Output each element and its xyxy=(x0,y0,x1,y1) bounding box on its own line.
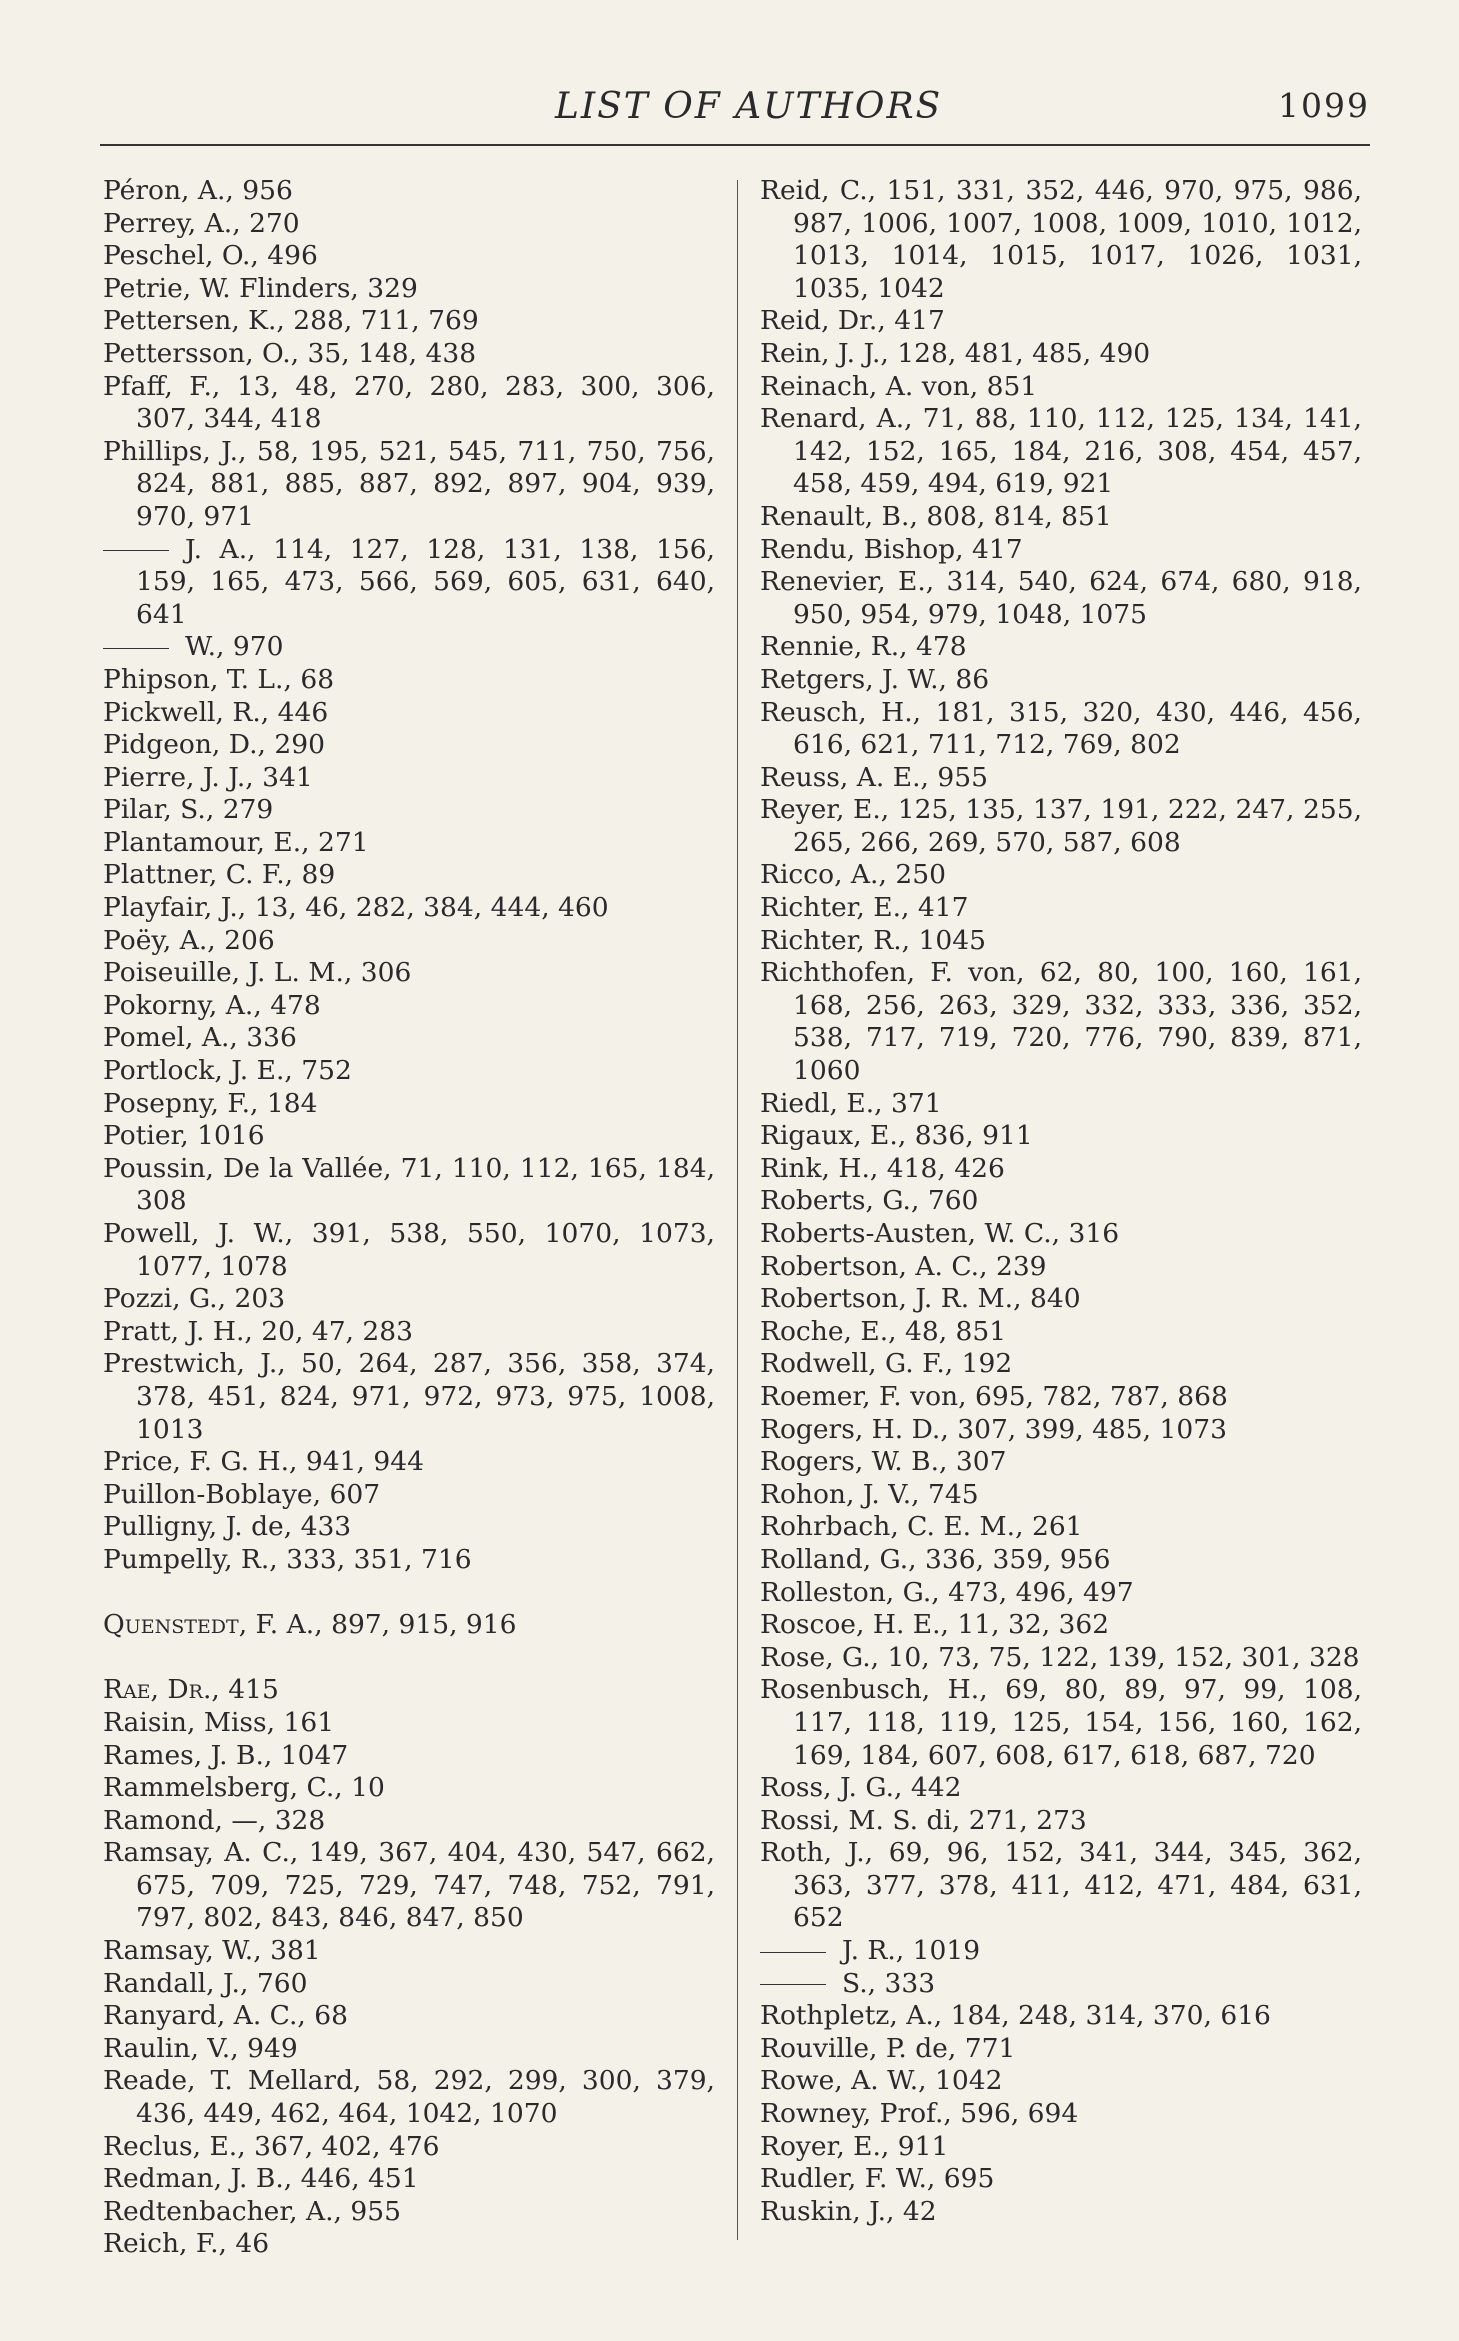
author-entry: Portlock, J. E., 752 xyxy=(103,1055,352,1087)
author-entry: Rowe, A. W., 1042 xyxy=(760,2065,1003,2097)
author-entry: Pumpelly, R., 333, 351, 716 xyxy=(103,1543,472,1575)
author-entry: Renard, A., 71, 88, 110, 112, 125, 134, 141, 142, 152, 165, 184, 216, 308, 454, 457, 458, 459, 494, 619, 921 xyxy=(760,403,1362,500)
ditto-dash xyxy=(760,1984,826,1985)
author-entry: Pettersson, O., 35, 148, 438 xyxy=(103,337,477,369)
author-entry: Reyer, E., 125, 135, 137, 191, 222, 247, 255, 265, 266, 269, 570, 587, 608 xyxy=(760,794,1362,858)
author-entry: Poëy, A., 206 xyxy=(103,924,275,956)
author-entry: Pratt, J. H., 20, 47, 283 xyxy=(103,1315,413,1347)
author-entry: Ricco, A., 250 xyxy=(760,859,946,891)
author-entry: Rodwell, G. F., 192 xyxy=(760,1348,1013,1380)
author-entry: Reclus, E., 367, 402, 476 xyxy=(103,2130,440,2162)
author-entry: Roth, J., 69, 96, 152, 341, 344, 345, 362, 363, 377, 378, 411, 412, 471, 484, 631, 652 xyxy=(760,1837,1362,1934)
author-entry: Reuss, A. E., 955 xyxy=(760,761,988,793)
author-entry: Rohon, J. V., 745 xyxy=(760,1478,979,1510)
author-entry: Ruskin, J., 42 xyxy=(760,2195,937,2227)
header-rule xyxy=(100,144,1370,146)
author-entry: Rudler, F. W., 695 xyxy=(760,2163,995,2195)
author-entry: Roberts, G., 760 xyxy=(760,1185,979,1217)
author-entry-continued: J. R., 1019 xyxy=(760,1935,1362,1968)
author-entry: Roscoe, H. E., 11, 32, 362 xyxy=(760,1609,1110,1641)
author-entry: Péron, A., 956 xyxy=(103,175,293,206)
author-entry: Rennie, R., 478 xyxy=(760,631,967,663)
column-divider xyxy=(737,180,738,2240)
author-entry: Phillips, J., 58, 195, 521, 545, 711, 750, 756, 824, 881, 885, 887, 892, 897, 904, 939, 970, 971 xyxy=(103,435,715,532)
author-entry: Rames, J. B., 1047 xyxy=(103,1739,349,1771)
author-entry: Petrie, W. Flinders, 329 xyxy=(103,272,418,304)
author-entry: Randall, J., 760 xyxy=(103,1967,308,1999)
author-entry: Rohrbach, C. E. M., 261 xyxy=(760,1511,1083,1543)
ditto-dash xyxy=(103,648,169,649)
author-entry-continued: S., 333 xyxy=(760,1968,1362,2001)
author-entry: Rothpletz, A., 184, 248, 314, 370, 616 xyxy=(760,2000,1271,2032)
author-entry: Pfaff, F., 13, 48, 270, 280, 283, 300, 306, 307, 344, 418 xyxy=(103,370,715,435)
author-entry: Peschel, O., 496 xyxy=(103,240,318,272)
author-entry: Ross, J. G., 442 xyxy=(760,1772,962,1804)
author-entry: Rosenbusch, H., 69, 80, 89, 97, 99, 108, 117, 118, 119, 125, 154, 156, 160, 162, 169, 184, 607, 608, 617, 618, 687, 720 xyxy=(760,1674,1362,1771)
author-entry: Reusch, H., 181, 315, 320, 430, 446, 456, 616, 621, 711, 712, 769, 802 xyxy=(760,696,1362,761)
author-entry: Rouville, P. de, 771 xyxy=(760,2032,1016,2064)
author-entry: Rose, G., 10, 73, 75, 122, 139, 152, 301, 328 xyxy=(760,1641,1360,1673)
author-entry: Phipson, T. L., 68 xyxy=(103,663,335,695)
ditto-dash xyxy=(760,1952,826,1953)
author-entry: Poiseuille, J. L. M., 306 xyxy=(103,957,412,989)
author-entry: Reade, T. Mellard, 58, 292, 299, 300, 379, 436, 449, 462, 464, 1042, 1070 xyxy=(103,2065,715,2130)
author-entry-continued: W., 970 xyxy=(103,631,715,664)
author-entry: Pierre, J. J., 341 xyxy=(103,761,313,793)
author-entry: Rossi, M. S. di, 271, 273 xyxy=(760,1804,1087,1836)
author-entry: Pettersen, K., 288, 711, 769 xyxy=(103,305,479,337)
author-entry: Rein, J. J., 128, 481, 485, 490 xyxy=(760,337,1151,369)
author-entry: Rendu, Bishop, 417 xyxy=(760,533,1023,565)
author-entry: Powell, J. W., 391, 538, 550, 1070, 1073, 1077, 1078 xyxy=(103,1218,715,1282)
author-entry: Ramsay, W., 381 xyxy=(103,1935,321,1967)
author-entry: Rae, Dr., 415 xyxy=(103,1674,279,1706)
author-entry: Ranyard, A. C., 68 xyxy=(103,2000,349,2032)
author-entry: Pozzi, G., 203 xyxy=(103,1283,286,1315)
ditto-dash xyxy=(103,550,169,551)
author-entry: Rolland, G., 336, 359, 956 xyxy=(760,1543,1111,1575)
author-entry: Ramond, —, 328 xyxy=(103,1804,326,1836)
author-entry: Rammelsberg, C., 10 xyxy=(103,1772,385,1804)
author-entry: Reinach, A. von, 851 xyxy=(760,370,1038,402)
author-entry: Potier, 1016 xyxy=(103,1120,265,1152)
author-entry: Roche, E., 48, 851 xyxy=(760,1315,1007,1347)
author-entry: Renevier, E., 314, 540, 624, 674, 680, 918, 950, 954, 979, 1048, 1075 xyxy=(760,566,1362,630)
author-entry: Rogers, W. B., 307 xyxy=(760,1446,1007,1478)
author-entry: Perrey, A., 270 xyxy=(103,207,300,239)
author-entry: Puillon-Boblaye, 607 xyxy=(103,1478,381,1510)
author-entry: Rigaux, E., 836, 911 xyxy=(760,1120,1033,1152)
author-entry: Rolleston, G., 473, 496, 497 xyxy=(760,1576,1134,1608)
page-header xyxy=(100,78,1370,128)
author-entry: Reid, C., 151, 331, 352, 446, 970, 975, 986, 987, 1006, 1007, 1008, 1009, 1010, 1012, 1013, 1014, 1015, 1017, 1026, 1031, 1035, 1042 xyxy=(760,175,1362,304)
author-entry: Poussin, De la Vallée, 71, 110, 112, 165, 184, 308 xyxy=(103,1152,715,1217)
author-entry: Reich, F., 46 xyxy=(103,2228,270,2260)
author-entry: Prestwich, J., 50, 264, 287, 356, 358, 374, 378, 451, 824, 971, 972, 973, 975, 1008, 1013 xyxy=(103,1348,715,1445)
author-entry: Richter, E., 417 xyxy=(760,892,969,924)
author-entry: Rogers, H. D., 307, 399, 485, 1073 xyxy=(760,1413,1227,1445)
author-entry: Retgers, J. W., 86 xyxy=(760,663,990,695)
author-entry: Raulin, V., 949 xyxy=(103,2032,298,2064)
author-entry: Roemer, F. von, 695, 782, 787, 868 xyxy=(760,1380,1228,1412)
author-entry: Rink, H., 418, 426 xyxy=(760,1152,1005,1184)
author-entry: Robertson, J. R. M., 840 xyxy=(760,1283,1081,1315)
author-entry: Richter, R., 1045 xyxy=(760,924,986,956)
author-entry: Roberts-Austen, W. C., 316 xyxy=(760,1218,1120,1249)
author-entry: Quenstedt, F. A., 897, 915, 916 xyxy=(103,1609,517,1641)
author-entry: Pomel, A., 336 xyxy=(103,1022,297,1054)
author-entry: Posepny, F., 184 xyxy=(103,1087,318,1119)
author-entry: Redman, J. B., 446, 451 xyxy=(103,2163,419,2195)
author-entry: Robertson, A. C., 239 xyxy=(760,1250,1047,1282)
author-entry: Playfair, J., 13, 46, 282, 384, 444, 460 xyxy=(103,892,609,924)
author-entry: Riedl, E., 371 xyxy=(760,1087,942,1119)
author-entry: Richthofen, F. von, 62, 80, 100, 160, 161, 168, 256, 263, 329, 332, 333, 336, 352, 538, 717, 719, 720, 776, 790, 839, 871, 1060 xyxy=(760,957,1362,1087)
author-entry: Price, F. G. H., 941, 944 xyxy=(103,1446,424,1478)
author-entry: Royer, E., 911 xyxy=(760,2130,949,2162)
author-entry: Renault, B., 808, 814, 851 xyxy=(760,500,1112,532)
author-entry: Plantamour, E., 271 xyxy=(103,826,369,858)
page-number: 1099 xyxy=(1278,86,1370,125)
author-entry: Pickwell, R., 446 xyxy=(103,696,329,728)
author-entry: Raisin, Miss, 161 xyxy=(103,1706,335,1738)
left-column xyxy=(103,175,715,2261)
author-entry: Reid, Dr., 417 xyxy=(760,305,945,337)
author-entry: Rowney, Prof., 596, 694 xyxy=(760,2098,1079,2130)
running-title: LIST OF AUTHORS xyxy=(555,86,943,127)
author-entry: Pilar, S., 279 xyxy=(103,794,274,826)
author-entry: Plattner, C. F., 89 xyxy=(103,859,336,891)
author-entry: Redtenbacher, A., 955 xyxy=(103,2195,401,2227)
author-entry: Pidgeon, D., 290 xyxy=(103,729,325,761)
author-entry-continued: J. A., 114, 127, 128, 131, 138, 156, 159, 165, 473, 566, 569, 605, 631, 640, 641 xyxy=(103,534,715,632)
author-entry: Pokorny, A., 478 xyxy=(103,989,321,1021)
author-entry: Ramsay, A. C., 149, 367, 404, 430, 547, 662, 675, 709, 725, 729, 747, 748, 752, 791, 797, 802, 843, 846, 847, 850 xyxy=(103,1837,715,1934)
author-entry: Pulligny, J. de, 433 xyxy=(103,1511,352,1543)
right-column xyxy=(760,175,1362,2228)
